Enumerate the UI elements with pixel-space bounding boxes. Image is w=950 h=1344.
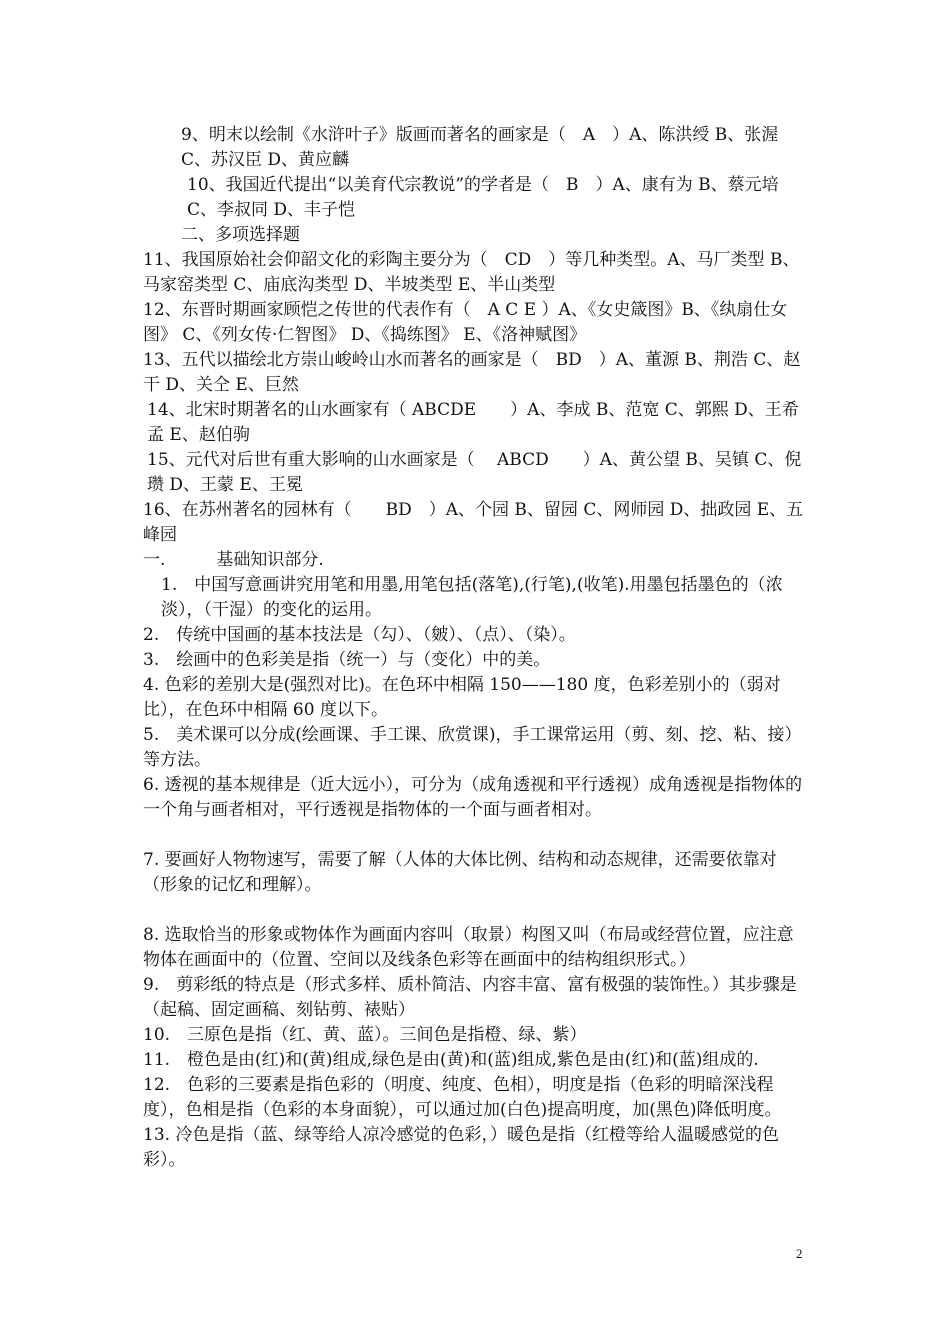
basic-item-9: 9. 剪彩纸的特点是（形式多样、质朴简洁、内容丰富、富有极强的装饰性。）其步骤是（起稿、固定画稿、刻钻剪、裱贴）: [143, 975, 797, 1020]
question-16: 16、在苏州著名的园林有（ BD ）A、个园 B、留园 C、网师园 D、拙政园 E、五峰园: [143, 500, 804, 545]
question-10: 10、我国近代提出“以美育代宗教说”的学者是（ B ）A、康有为 B、蔡元培 C、李叔同 D、丰子恺: [187, 175, 785, 220]
basic-item-13: 13. 冷色是指（蓝、绿等给人凉冷感觉的色彩，）暖色是指（红橙等给人温暖感觉的色彩）。: [143, 1125, 779, 1170]
basic-item-3: 3. 绘画中的色彩美是指（统一）与（变化）中的美。: [143, 650, 551, 670]
basic-item-10: 10. 三原色是指（红、黄、蓝）。三间色是指橙、绿、紫）: [143, 1025, 587, 1045]
document-page: [143, 123, 807, 1173]
basic-item-4: 4. 色彩的差别大是(强烈对比)。在色环中相隔 150——180 度，色彩差别小的（弱对比），在色环中相隔 60 度以下。: [143, 675, 781, 720]
basic-item-11: 11. 橙色是由(红)和(黄)组成,绿色是由(黄)和(蓝)组成,紫色是由(红)和(蓝)组成的.: [143, 1050, 759, 1070]
basic-item-2: 2. 传统中国画的基本技法是（勾）、（皴）、（点）、（染）。: [143, 625, 576, 645]
section-heading-basic: 一. 基础知识部分.: [143, 550, 324, 570]
basic-item-7: 7. 要画好人物物速写，需要了解（人体的大体比例、结构和动态规律，还需要依靠对（形象的记忆和理解）。: [143, 850, 777, 895]
basic-item-1: 1. 中国写意画讲究用笔和用墨,用笔包括(落笔),(行笔),(收笔).用墨包括墨色的（浓淡），（干湿）的变化的运用。: [161, 575, 783, 620]
basic-item-8: 8. 选取恰当的形象或物体作为画面内容叫（取景）构图又叫（布局或经营位置，应注意物体在画面中的（位置、空间以及线条色彩等在画面中的结构组织形式。）: [143, 925, 794, 970]
blank-line: [143, 823, 807, 848]
basic-item-12: 12. 色彩的三要素是指色彩的（明度、纯度、色相），明度是指（色彩的明暗深浅程度），色相是指（色彩的本身面貌），可以通过加(白色)提高明度，加(黑色)降低明度。: [143, 1075, 782, 1120]
question-12: 12、东晋时期画家顾恺之传世的代表作有（ A C E ）A、《女史箴图》B、《纨扇仕女图》 C、《列女传·仁智图》 D、《捣练图》 E、《洛神赋图》: [143, 300, 788, 345]
basic-item-5: 5. 美术课可以分成(绘画课、手工课、欣赏课)，手工课常运用（剪、刻、挖、粘、接）等方法。: [143, 725, 802, 770]
basic-item-6: 6. 透视的基本规律是（近大远小），可分为（成角透视和平行透视）成角透视是指物体的一个角与画者相对，平行透视是指物体的一个面与画者相对。: [143, 775, 803, 820]
question-14: 14、北宋时期著名的山水画家有（ ABCDE ）A、李成 B、范宽 C、郭熙 D、王希孟 E、赵伯驹: [147, 400, 799, 445]
question-11: 11、我国原始社会仰韶文化的彩陶主要分为（ CD ）等几种类型。A、马厂类型 B、马家窑类型 C、庙底沟类型 D、半坡类型 E、半山类型: [143, 250, 800, 295]
question-13: 13、五代以描绘北方崇山峻岭山水而著名的画家是（ BD ）A、董源 B、荆浩 C、赵干 D、关仝 E、巨然: [143, 350, 801, 395]
section-heading-multi-select: 二、多项选择题: [181, 225, 300, 245]
blank-line: [143, 898, 807, 923]
question-15: 15、元代对后世有重大影响的山水画家是（ ABCD ）A、黄公望 B、吴镇 C、倪瓒 D、王蒙 E、王冕: [147, 450, 802, 495]
question-9: 9、明末以绘制《水浒叶子》版画而著名的画家是（ A ）A、陈洪绶 B、张渥 C、苏汉臣 D、黄应麟: [181, 125, 784, 170]
page-number: 2: [796, 1246, 803, 1261]
